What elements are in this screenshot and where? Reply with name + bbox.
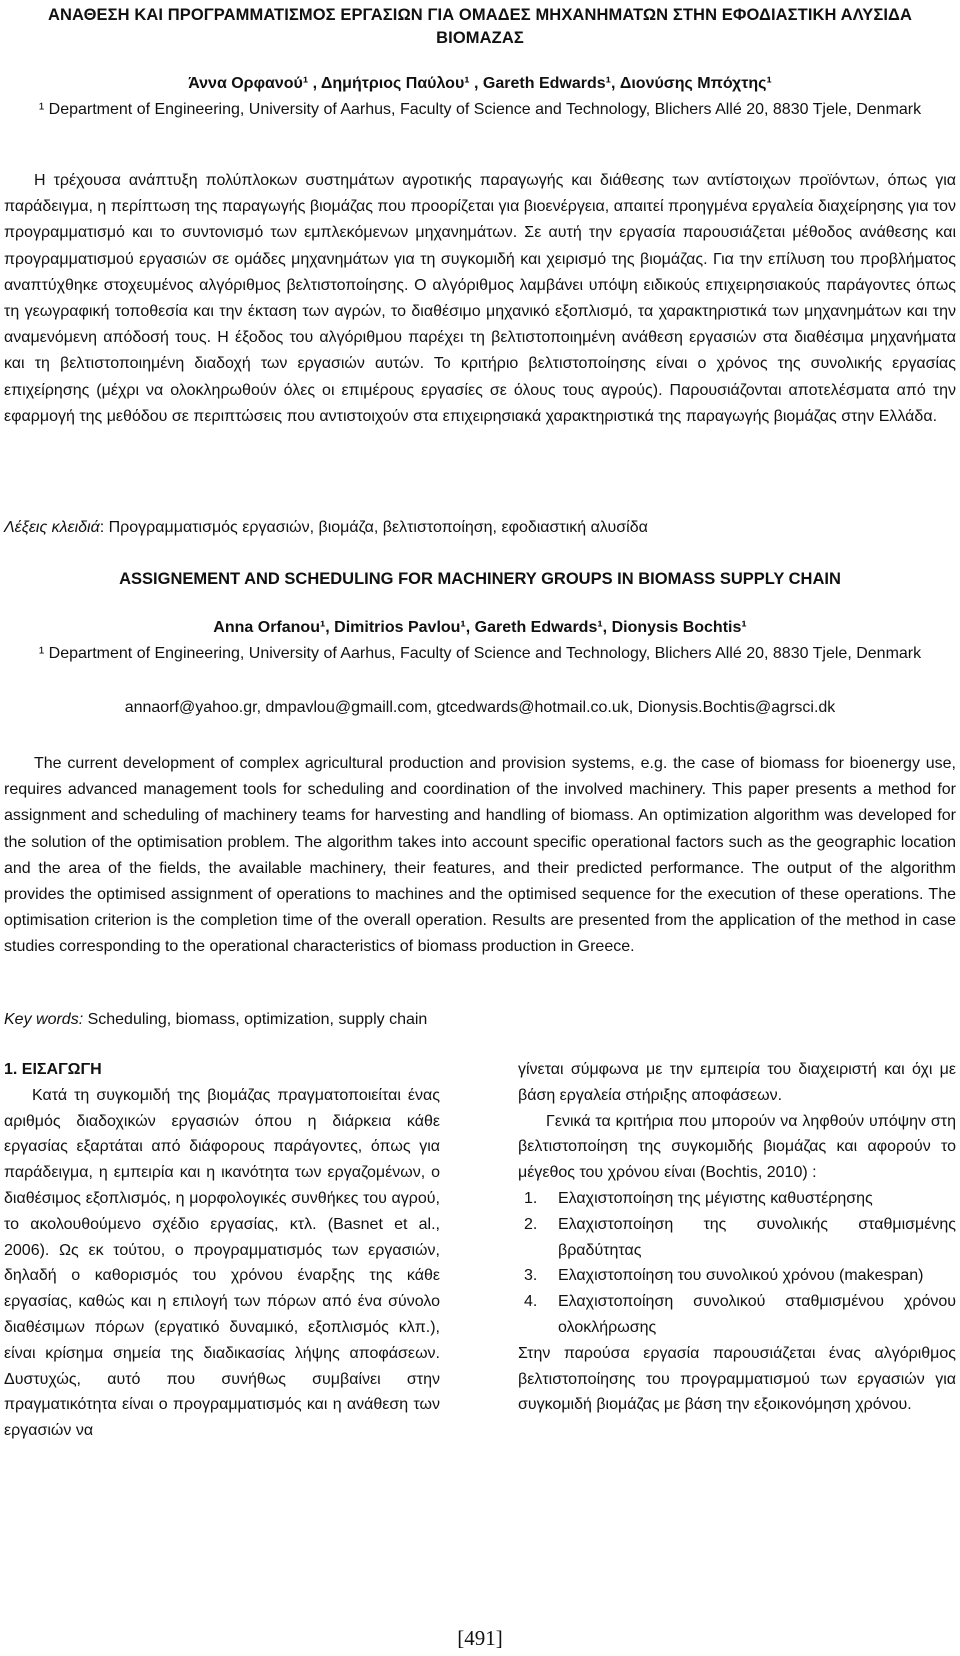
english-keywords xyxy=(4,1009,956,1031)
greek-title: ΑΝΑΘΕΣΗ ΚΑΙ ΠΡΟΓΡΑΜΜΑΤΙΣΜΟΣ ΕΡΓΑΣΙΩΝ ΓΙΑ ΟΜΑΔΕΣ ΜΗΧΑΝΗΜΑΤΩΝ ΣΤΗΝ ΕΦΟΔΙΑΣΤΙΚΗ ΑΛΥΣΙΔΑ ΒΙΟΜΑΖΑΣ xyxy=(47,6,913,47)
author-emails: annaorf@yahoo.gr, dmpavlou@gmaill.com, gtcedwards@hotmail.co.uk, Dionysis.Bochtis@agrsci.dk xyxy=(124,699,836,716)
page-number: [491] xyxy=(457,1626,503,1650)
english-keywords-list: Scheduling, biomass, optimization, supply chain xyxy=(83,1011,428,1028)
greek-abstract: Η τρέχουσα ανάπτυξη πολύπλοκων συστημάτων αγροτικής παραγωγής και διάθεσης των αντίστοιχων προϊόντων, όπως για παράδειγμα, η περίπτωση της παραγωγής βιομάζας που προορίζεται για βιοενέργεια, απαιτεί προηγμένα εργαλεία διαχείρησης για τον προγραμματισμό και το συντονισμό των εμπλεκόμενων μηχανημάτων. Σε αυτή την εργασία παρουσιάζεται μέθοδος ανάθεσης και προγραμματισμού εργασιών σε ομάδες μηχανημάτων για τη συγκομιδή και χειρισμό της βιομάζας. Για την επίλυση του προβλήματος αναπτύχθηκε στοχευμένος αλγόριθμος βελτιστοποίησης. Ο αλγόριθμος λαμβάνει υπόψη ειδικούς επιχειρησιακούς παράγοντες όπως τη γεωγραφική τοποθεσία και την έκταση των αγρών, το διαθέσιμο μηχανικό εξοπλισμό, τα χαρακτηριστικά των μηχανημάτων και την αναμενόμενη απόδοσή τους. Η έξοδος του αλγόριθμου παρέχει τη βελτιστοποιημένη ανάθεση εργασιών στα διαθέσιμα μηχανήματα και τη βελτιστοποιημένη διαδοχή των εργασιών αυτών. Το κριτήριο βελτιστοποίησης είναι ο χρόνος της συνολικής εργασίας επιχείρησης (μέχρι να ολοκληρωθούν όλες οι επιμέρους εργασίες σε όλους τους αγρούς). Παρουσιάζονται αποτελέσματα από την εφαρμογή της μεθόδου σε περιπτώσεις που αντιστοιχούν στα επιχειρησιακά χαρακτηριστικά της παραγωγής βιομάζας στην Ελλάδα. xyxy=(4,172,956,425)
greek-affiliation: ¹ Department of Engineering, University of Aarhus, Faculty of Science and Technology, Blichers Allé 20, 8830 Tjele, Denmark xyxy=(38,101,922,118)
english-authors: Anna Orfanou¹, Dimitrios Pavlou¹, Gareth Edwards¹, Dionysis Bochtis¹ xyxy=(213,619,747,636)
english-affiliation: ¹ Department of Engineering, University of Aarhus, Faculty of Science and Technology, Blichers Allé 20, 8830 Tjele, Denmark xyxy=(38,645,922,662)
criteria-number: 2. xyxy=(524,1215,538,1233)
english-title: ASSIGNEMENT AND SCHEDULING FOR MACHINERY GROUPS IN BIOMASS SUPPLY CHAIN xyxy=(119,570,841,588)
greek-keywords xyxy=(4,517,956,539)
left-column xyxy=(4,1057,440,1444)
intro-right-paragraph-3: Στην παρούσα εργασία παρουσιάζεται ένας αλγόριθμος βελτιστοποίησης του προγραμματισμού των εργασιών για συγκομιδή βιομάζας με βάση την εξοικονόμηση χρόνου. xyxy=(518,1344,956,1414)
right-column xyxy=(518,1057,956,1418)
criteria-text: Ελαχιστοποίηση συνολικού σταθμισμένου χρόνου ολοκλήρωσης xyxy=(558,1293,956,1336)
english-keywords-label: Key words: xyxy=(4,1011,84,1028)
english-abstract: The current development of complex agricultural production and provision systems, e.g. the case of biomass for bioenergy use, requires advanced management tools for scheduling and coordination of the involved machinery. This paper presents a method for assignment and scheduling of machinery teams for harvesting and handling of biomass. An optimization algorithm was developed for the solution of the optimisation problem. The algorithm takes into account specific operational factors such as the geographic location and the area of the fields, the available machinery, their features, and their predicted performance. The output of the algorithm provides the optimised assignment of operations to machines and the optimised sequence for the execution of these operations. The optimisation criterion is the completion time of the overall operation. Results are presented from the application of the method in case studies corresponding to the operational characteristics of biomass production in Greece. xyxy=(4,755,956,956)
criteria-text: Ελαχιστοποίηση της συνολικής σταθμισμένης βραδύτητας xyxy=(558,1215,956,1259)
intro-left-paragraph: Κατά τη συγκομιδή της βιομάζας πραγματοποιείται ένας αριθμός διαδοχικών εργασιών όπου η διάρκεια κάθε εργασίας εξαρτάται από διάφορους παράγοντες, όπως για παράδειγμα, η εμπειρία και η ικανότητα των εργαζομένων, ο διαθέσιμος εξοπλισμός, η μορφολογικές συνθήκες του αγρού, το ακολουθούμενο σχέδιο εργασίας, κτλ. (Basnet et al., 2006). Ως εκ τούτου, ο προγραμματισμός των εργασιών, δηλαδή ο καθορισμός του χρόνου έναρξης της κάθε εργασίας, καθώς και η επιλογή των πόρων από ένα σύνολο διαθέσιμων πόρων (εργατικό δυναμικό, εξοπλισμός κλπ.), είναι κρίσημα σημεία της διαδικασίας λήψης αποφάσεων. Δυστυχώς, αυτό που συνήθως συμβαίνει στην πραγματικότητα είναι ο προγραμματισμός και η ανάθεση των εργασιών να xyxy=(4,1086,440,1440)
criteria-item xyxy=(518,1263,956,1289)
criteria-item xyxy=(518,1212,956,1264)
criteria-text: Ελαχιστοποίηση της μέγιστης καθυστέρησης xyxy=(558,1189,873,1207)
greek-keywords-list: : Προγραμματισμός εργασιών, βιομάζα, βελτιστοποίηση, εφοδιαστική αλυσίδα xyxy=(99,519,648,536)
criteria-number: 3. xyxy=(524,1267,538,1285)
criteria-text: Ελαχιστοποίηση του συνολικού χρόνου (makespan) xyxy=(558,1267,924,1285)
criteria-list xyxy=(518,1186,956,1341)
criteria-number: 1. xyxy=(524,1189,538,1207)
criteria-item xyxy=(518,1186,956,1212)
greek-keywords-label: Λέξεις κλειδιά xyxy=(4,519,100,536)
section-heading: 1. ΕΙΣΑΓΩΓΗ xyxy=(4,1061,102,1078)
criteria-item xyxy=(518,1289,956,1341)
criteria-number: 4. xyxy=(524,1293,538,1311)
intro-right-paragraph-1: γίνεται σύμφωνα με την εμπειρία του διαχειριστή και όχι με βάση εργαλεία στήριξης αποφάσεων. xyxy=(518,1061,956,1104)
greek-authors: Άννα Ορφανού¹ , Δημήτριος Παύλου¹ , Gareth Edwards¹, Διονύσης Μπόχτης¹ xyxy=(188,75,772,92)
intro-right-paragraph-2: Γενικά τα κριτήρια που μπορούν να ληφθούν υπόψην στη βελτιστοποίηση της συγκομιδής βιομάζας και αφορούν το μέγεθος του χρόνου είναι (Bochtis, 2010) : xyxy=(518,1112,956,1182)
